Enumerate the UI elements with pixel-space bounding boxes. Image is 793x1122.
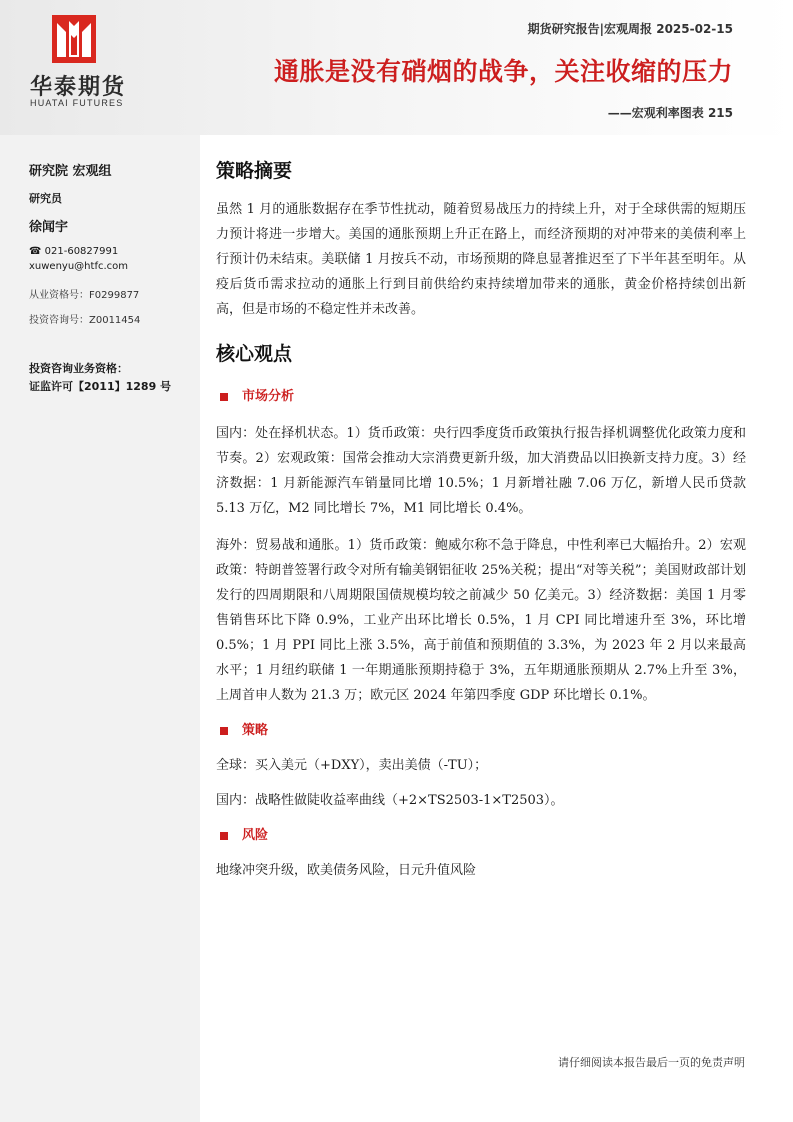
risk-paragraph: 地缘冲突升级，欧美债务风险，日元升值风险	[216, 863, 477, 878]
bullet-square-icon	[220, 393, 228, 401]
logo-chinese-name: 华泰期货	[30, 75, 127, 100]
market-analysis-heading	[216, 384, 746, 409]
bullet-square-icon	[220, 832, 228, 840]
huatai-logo-icon	[52, 15, 96, 63]
core-views-heading: 核心观点	[216, 343, 293, 365]
license-label: 投资咨询业务资格：	[29, 362, 128, 375]
report-body	[216, 155, 746, 883]
strategy-heading	[216, 718, 746, 743]
report-subtitle: ——宏观利率图表 215	[607, 106, 733, 120]
overseas-paragraph: 海外：贸易战和通胀。1）货币政策：鲍威尔称不急于降息，中性利率已大幅抬升。2）宏观政策：特朗普签署行政令对所有输美钢铝征收 25%关税；提出“对等关税”；美国财政部计划发行的四周期限和八周期限国债规模均较之前减少 50 亿美元。3）经济数据：美国 1 月零售销售环比下降 0.9%，工业产出环比增长 0.5%，1 月 CPI 同比增速升至 3%，环比增 0.5%；1 月 PPI 同比上涨 3.5%，高于前值和预期值的 3.3%，为 2023 年 2 月以来最高水平；1 月纽约联储 1 一年期通胀预期持稳于 3%，五年期通胀预期从 2.7%上升至 3%，上周首申人数为 21.3 万；欧元区 2024 年第四季度 GDP 环比增长 0.1%。	[216, 538, 746, 703]
risk-label: 风险	[242, 828, 269, 843]
summary-heading: 策略摘要	[216, 160, 293, 182]
author-department: 研究院 宏观组	[29, 164, 112, 179]
advisory-number: 投资咨询号：Z0011454	[29, 315, 141, 326]
author-email: xuwenyu@htfc.com	[29, 261, 128, 272]
author-role: 研究员	[29, 192, 62, 205]
disclaimer-note: 请仔细阅读本报告最后一页的免责声明	[558, 1056, 745, 1069]
author-phone	[29, 246, 118, 257]
phone-icon: ☎	[29, 246, 45, 257]
risk-heading	[216, 823, 746, 848]
license-number: 证监许可【2011】1289 号	[29, 380, 172, 393]
strategy-global: 全球：买入美元（+DXY），卖出美债（-TU）；	[216, 758, 488, 773]
report-type-date: 期货研究报告|宏观周报 2025-02-15	[527, 22, 733, 36]
strategy-label: 策略	[242, 723, 269, 738]
report-title: 通胀是没有硝烟的战争，关注收缩的压力	[273, 57, 733, 86]
market-analysis-label: 市场分析	[242, 389, 295, 404]
logo-english-name: HUATAI FUTURES	[30, 98, 124, 108]
qualification-number: 从业资格号：F0299877	[29, 290, 140, 301]
phone-number: 021-60827991	[44, 246, 119, 257]
domestic-paragraph: 国内：处在择机状态。1）货币政策：央行四季度货币政策执行报告择机调整优化政策力度和节奏。2）宏观政策：国常会推动大宗消费更新升级，加大消费品以旧换新支持力度。3）经济数据：1 月新能源汽车销量同比增 10.5%；1 月新增社融 7.06 万亿，新增人民币贷款 5.13 万亿，M2 同比增长 7%，M1 同比增长 0.4%。	[216, 426, 746, 516]
report-header	[0, 0, 793, 135]
strategy-domestic: 国内：战略性做陡收益率曲线（+2×TS2503-1×T2503）。	[216, 793, 564, 808]
bullet-square-icon	[220, 727, 228, 735]
author-name: 徐闻宇	[29, 220, 69, 235]
summary-paragraph: 虽然 1 月的通胀数据存在季节性扰动，随着贸易战压力的持续上升，对于全球供需的短期压力预计将进一步增大。美国的通胀预期上升正在路上，而经济预期的对冲带来的美债利率上行预计仍未结束。美联储 1 月按兵不动，市场预期的降息显著推迟至了下半年甚至明年。从疫后货币需求拉动的通胀上行到目前供给约束持续增加带来的通胀，黄金价格持续创出新高，但是市场的不稳定性并未改善。	[216, 202, 746, 317]
author-sidebar	[0, 135, 200, 1122]
